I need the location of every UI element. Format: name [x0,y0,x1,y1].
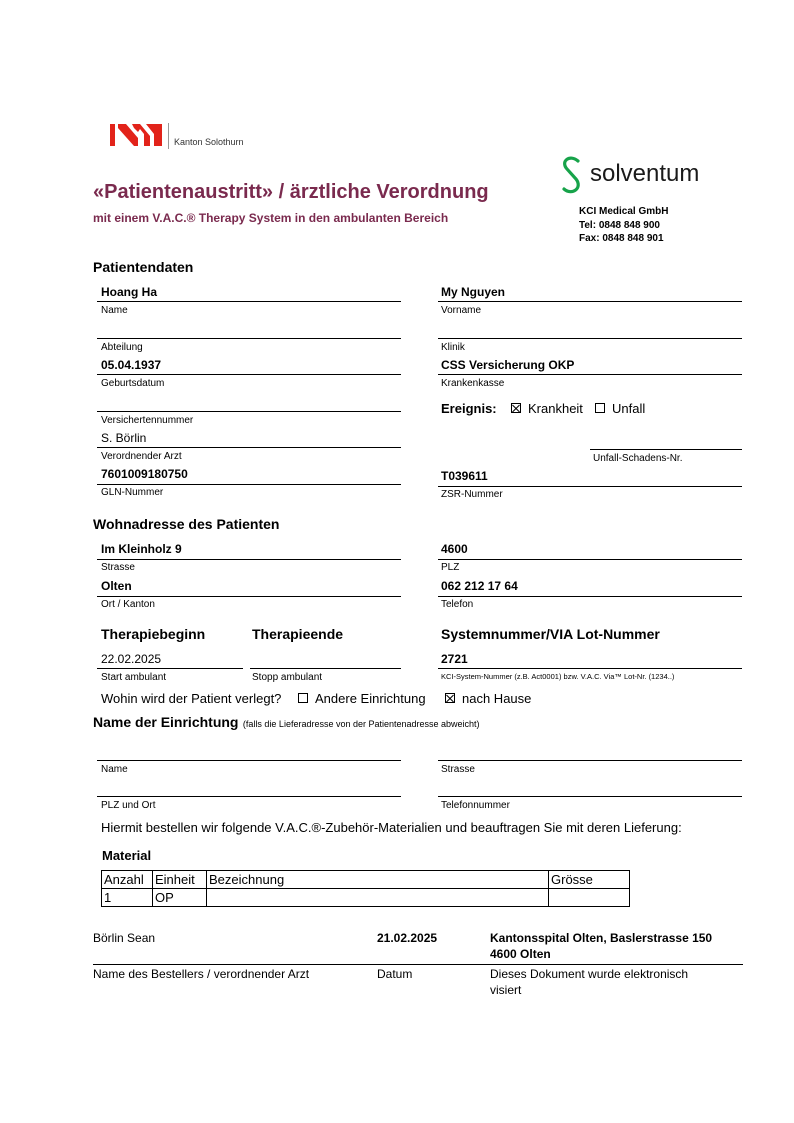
unfall-checkbox[interactable] [595,403,605,413]
vorname-label: Vorname [441,305,482,316]
systemnummer-line [438,668,742,669]
systemnummer-heading: Systemnummer/VIA Lot-Nummer [441,626,660,642]
einrichtung-strasse-line[interactable] [438,760,742,761]
einrichtung-name-line[interactable] [97,760,401,761]
therapiebeginn-line [97,668,243,669]
einrichtung-plz-label: PLZ und Ort [101,800,156,811]
krankenkasse-value[interactable]: CSS Versicherung OKP [441,358,575,372]
abteilung-line[interactable] [97,338,401,339]
systemnummer-label: KCI-System-Nummer (z.B. Act0001) bzw. V.A.C. Via™ Lot-Nr. (1234..) [441,672,675,681]
company-tel: Tel: 0848 848 900 [579,220,660,231]
col-groesse: Grösse [549,871,630,889]
order-text: Hiermit bestellen wir folgende V.A.C.®-Zubehör-Materialien und beauftragen Sie mit deren Lieferung: [101,820,682,835]
page-title: «Patientenaustritt» / ärztliche Verordnung [93,181,489,203]
name-label: Name [101,305,128,316]
spital-line2: 4600 Olten [490,947,551,961]
einrichtung-plz-line[interactable] [97,796,401,797]
telefon-label: Telefon [441,599,474,610]
therapieende-line[interactable] [250,668,401,669]
cell-einheit[interactable]: OP [153,889,207,907]
col-anzahl: Anzahl [102,871,153,889]
cell-groesse[interactable] [549,889,630,907]
besteller-label: Name des Bestellers / verordnender Arzt [93,967,310,981]
name-line [97,301,401,302]
einrichtung-telefon-line[interactable] [438,796,742,797]
vorname-line [438,301,742,302]
kanton-logo-text: Kanton Solothurn [174,137,244,147]
geburtsdatum-value[interactable]: 05.04.1937 [101,358,162,372]
col-bezeichnung: Bezeichnung [207,871,549,889]
arzt-label: Verordnender Arzt [101,451,182,462]
therapieende-heading: Therapieende [252,626,344,642]
material-heading: Material [102,848,152,863]
zsr-value[interactable]: T039611 [441,469,488,483]
gln-value[interactable]: 7601009180750 [101,467,188,481]
name-value[interactable]: Hoang Ha [101,285,158,299]
besteller-value: Börlin Sean [93,931,156,945]
telefon-line [438,596,742,597]
solventum-logo [558,156,586,199]
einrichtung-strasse-label: Strasse [441,764,475,775]
ort-label: Ort / Kanton [101,599,155,610]
footer-line [93,964,743,965]
cell-bezeichnung[interactable] [207,889,549,907]
cell-anzahl[interactable]: 1 [102,889,153,907]
versichertennummer-label: Versichertennummer [101,415,194,426]
zsr-label: ZSR-Nummer [441,489,503,500]
unfall-label: Unfall [612,401,646,416]
plz-value[interactable]: 4600 [441,542,468,556]
krankheit-checkbox[interactable] [511,403,521,413]
datum-value: 21.02.2025 [377,931,438,945]
telefon-value[interactable]: 062 212 17 64 [441,579,518,593]
datum-label: Datum [377,967,413,981]
einrichtung-note: (falls die Lieferadresse von der Patientenadresse abweicht) [242,719,480,729]
einrichtung-telefon-label: Telefonnummer [441,800,510,811]
section-patientendaten: Patientendaten [93,259,194,275]
therapiebeginn-value[interactable]: 22.02.2025 [101,652,162,666]
page-subtitle: mit einem V.A.C.® Therapy System in den ambulanten Bereich [93,211,449,225]
company-fax: Fax: 0848 848 901 [579,233,664,244]
section-wohnadresse: Wohnadresse des Patienten [93,516,280,532]
ereignis-label: Ereignis: [441,401,497,416]
verlegung-question: Wohin wird der Patient verlegt? [101,691,282,706]
strasse-value[interactable]: Im Kleinholz 9 [101,542,182,556]
material-header-row [102,871,630,889]
kanton-logo-icon [110,124,166,146]
ort-value[interactable]: Olten [101,579,132,593]
plz-line [438,559,742,560]
strasse-label: Strasse [101,562,135,573]
krankenkasse-label: Krankenkasse [441,378,505,389]
strasse-line [97,559,401,560]
therapieende-label: Stopp ambulant [252,672,323,683]
klinik-line[interactable] [438,338,742,339]
company-name: KCI Medical GmbH [579,206,669,217]
vorname-value[interactable]: My Nguyen [441,285,506,299]
solventum-s-icon [558,156,586,194]
arzt-line [97,447,401,448]
therapiebeginn-heading: Therapiebeginn [101,626,206,642]
klinik-label: Klinik [441,342,465,353]
visiert-line2: visiert [490,983,522,997]
kanton-logo [110,124,166,151]
spital-line1: Kantonsspital Olten, Baslerstrasse 150 [490,931,713,945]
geburtsdatum-line [97,374,401,375]
einrichtung-heading: Name der Einrichtung [93,714,239,730]
unfall-nr-line[interactable] [590,449,742,450]
andere-einrichtung-checkbox[interactable] [298,693,308,703]
krankheit-label: Krankheit [528,401,583,416]
plz-label: PLZ [441,562,460,573]
abteilung-label: Abteilung [101,342,143,353]
gln-line [97,484,401,485]
versichertennummer-line[interactable] [97,411,401,412]
material-table [101,870,630,907]
unfall-nr-label: Unfall-Schadens-Nr. [593,453,683,464]
logo-divider [168,123,169,149]
krankenkasse-line [438,374,742,375]
systemnummer-value[interactable]: 2721 [441,652,468,666]
solventum-brand: solventum [590,160,700,187]
ort-line [97,596,401,597]
andere-einrichtung-label: Andere Einrichtung [315,691,426,706]
table-row [102,889,630,907]
arzt-value[interactable]: S. Börlin [101,431,147,445]
einrichtung-name-label: Name [101,764,128,775]
visiert-line1: Dieses Dokument wurde elektronisch [490,967,689,981]
geburtsdatum-label: Geburtsdatum [101,378,165,389]
nach-hause-label: nach Hause [462,691,532,706]
therapiebeginn-label: Start ambulant [101,672,167,683]
gln-label: GLN-Nummer [101,487,164,498]
section-einrichtung [93,714,480,732]
col-einheit: Einheit [153,871,207,889]
zsr-line [438,486,742,487]
nach-hause-checkbox[interactable] [445,693,455,703]
